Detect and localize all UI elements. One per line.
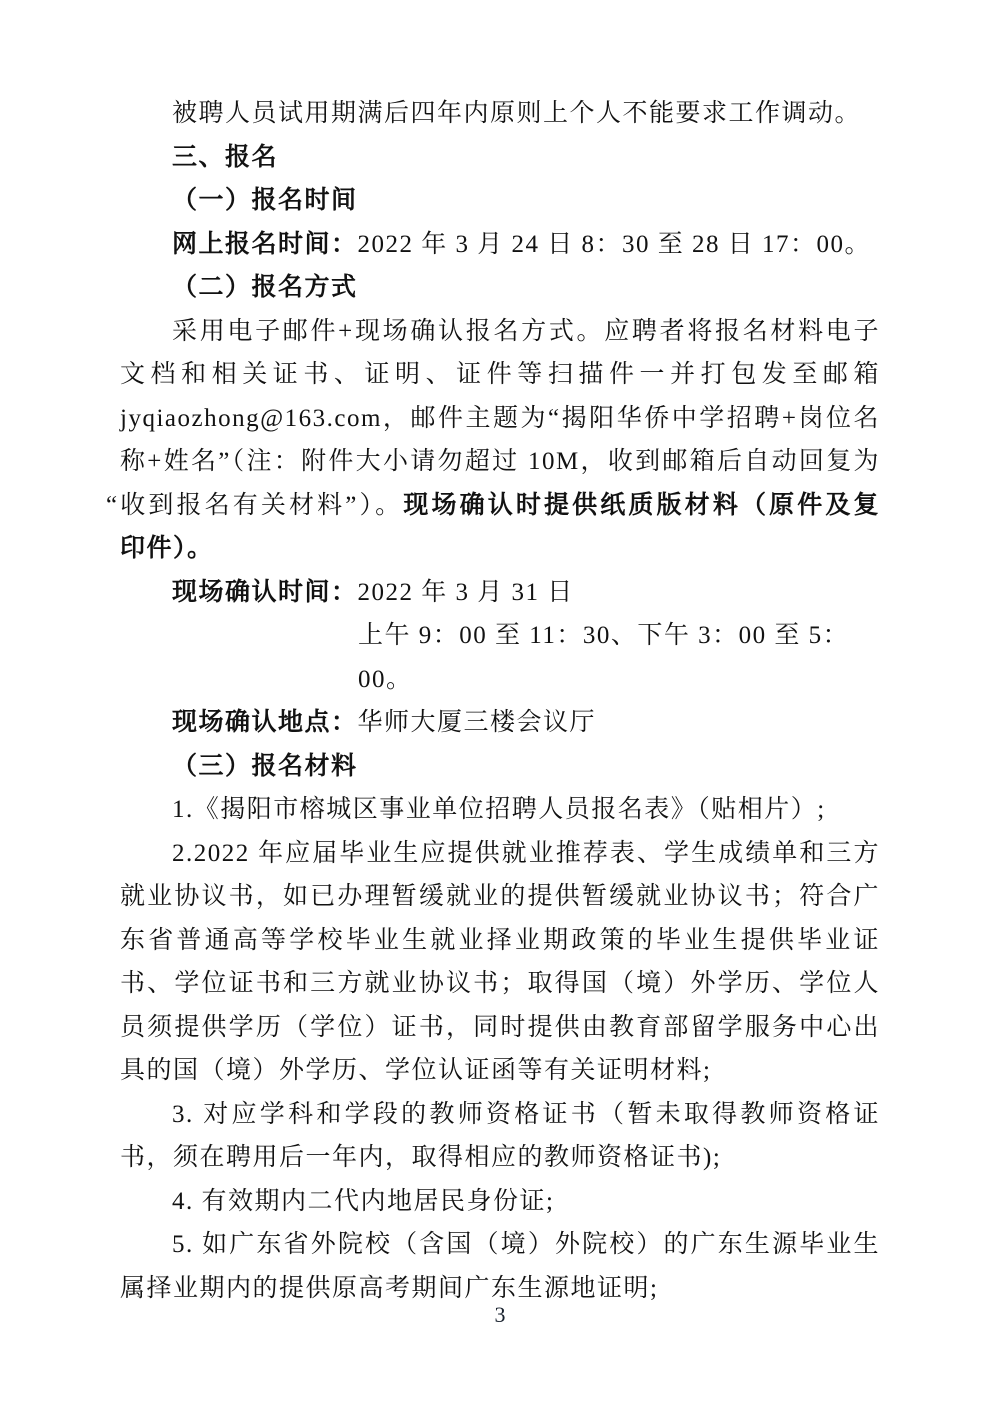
text-run: 4. 有效期内二代内地居民身份证; (172, 1187, 555, 1215)
text-line (120, 353, 880, 397)
text-run: 2.2022 年应届毕业生应提供就业推荐表、学生成绩单和三方 (172, 839, 880, 867)
text-run: jyqiaozhong@163.com，邮件主题为“揭阳华侨中学招聘+岗位名 (120, 404, 880, 432)
text-line (120, 310, 880, 354)
list-item-4 (120, 1180, 880, 1224)
field-value: 华师大厦三楼会议厅 (357, 709, 597, 736)
list-item-5 (120, 1223, 880, 1267)
text-run: 文档和相关证书、证明、证件等扫描件一并打包发至邮箱 (120, 361, 880, 388)
field-label: 现场确认地点： (172, 709, 358, 736)
text-line (120, 875, 880, 919)
text-run: 3. 对应学科和学段的教师资格证书（暂未取得教师资格证 (172, 1100, 880, 1128)
text-run: 印件）。 (120, 535, 214, 562)
list-item-3 (120, 1093, 880, 1137)
text-run: （三）报名材料 (172, 752, 358, 780)
field-label: 网上报名时间： (172, 230, 358, 258)
text-run: （一）报名时间 (172, 187, 358, 214)
text-run: 书、学位证书和三方就业协议书；取得国（境）外学历、学位人 (120, 970, 880, 997)
text-line (120, 919, 880, 963)
paragraph-transfer-rule (120, 92, 880, 136)
list-item-2 (120, 832, 880, 876)
text-run: 属择业期内的提供原高考期间广东生源地证明; (120, 1274, 659, 1302)
field-value: 2022 年 3 月 31 日 (357, 578, 574, 606)
field-value: 2022 年 3 月 24 日 8：30 至 28 日 17：00。 (357, 230, 872, 258)
list-item-1 (120, 788, 880, 832)
subsection-heading-registration-materials (120, 745, 880, 789)
line-onsite-confirmation-place (120, 701, 880, 745)
text-run: 1.《揭阳市榕城区事业单位招聘人员报名表》（贴相片）; (172, 796, 826, 823)
text-run: 采用电子邮件+现场确认报名方式。应聘者将报名材料电子 (172, 317, 880, 345)
text-run-emphasis: 现场确认时提供纸质版材料（原件及复 (403, 491, 880, 519)
line-onsite-confirmation-time (120, 571, 880, 615)
text-line-email-address (120, 397, 880, 441)
subsection-heading-registration-method (120, 266, 880, 310)
section-heading-registration (120, 136, 880, 180)
text-run: 被聘人员试用期满后四年内原则上个人不能要求工作调动。 (172, 100, 862, 127)
text-run: 东省普通高等学校毕业生就业择业期政策的毕业生提供毕业证 (120, 926, 880, 954)
text-line (120, 1049, 880, 1093)
text-run: 就业协议书，如已办理暂缓就业的提供暂缓就业协议书；符合广 (120, 883, 880, 910)
document-body (106, 92, 880, 1310)
text-run: 5. 如广东省外院校（含国（境）外院校）的广东生源毕业生 (172, 1231, 880, 1258)
page-number: 3 (494, 1302, 506, 1327)
text-run: （二）报名方式 (172, 274, 358, 301)
text-line (120, 1136, 880, 1180)
text-line (120, 1006, 880, 1050)
line-confirmation-hours (120, 614, 880, 701)
text-line (120, 527, 880, 571)
text-run: 书，须在聘用后一年内，取得相应的教师资格证书); (120, 1144, 722, 1171)
text-line (120, 440, 880, 484)
text-line (106, 484, 880, 528)
subsection-heading-registration-time (120, 179, 880, 223)
line-online-registration-time (120, 223, 880, 267)
text-run: 称+姓名”（注：附件大小请勿超过 10M，收到邮箱后自动回复为 (120, 448, 880, 475)
text-run: “收到报名有关材料”）。 (106, 491, 404, 519)
text-run: 员须提供学历（学位）证书，同时提供由教育部留学服务中心出 (120, 1013, 880, 1041)
text-run: 具的国（境）外学历、学位认证函等有关证明材料; (120, 1057, 712, 1084)
field-label: 现场确认时间： (172, 578, 358, 606)
text-line (120, 962, 880, 1006)
text-run: 三、报名 (172, 143, 279, 171)
text-run: 上午 9：00 至 11：30、下午 3：00 至 5：00。 (358, 622, 850, 693)
